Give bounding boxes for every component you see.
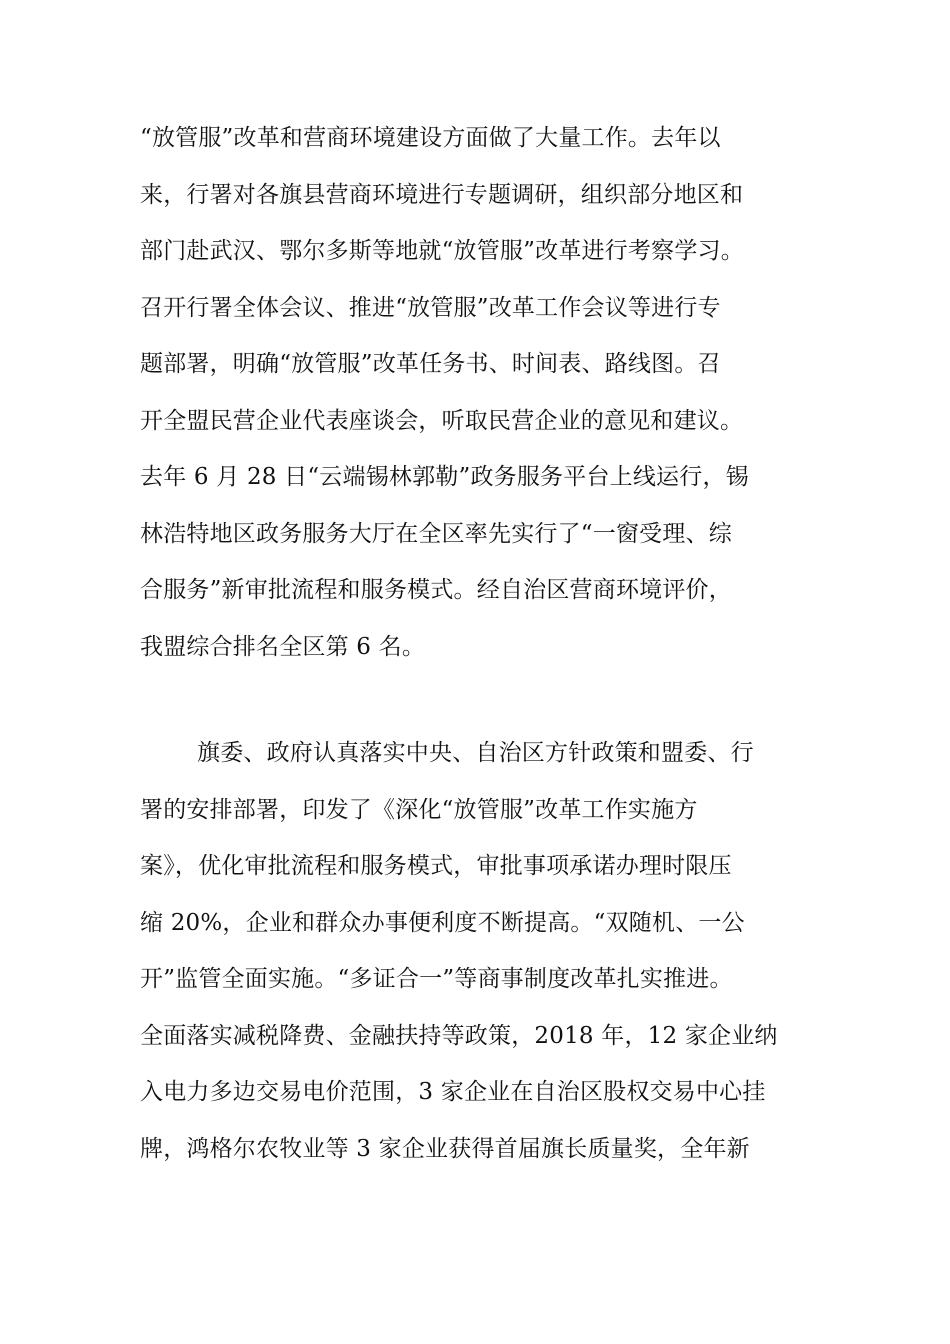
text-line: 林浩特地区政务服务大厅在全区率先实行了“一窗受理、综 xyxy=(140,520,732,547)
text-line: 署的安排部署，印发了《深化“放管服”改革工作实施方 xyxy=(140,796,698,823)
text-line: 入电力多边交易电价范围，3 家企业在自治区股权交易中心挂 xyxy=(140,1079,766,1105)
text-line: 题部署，明确“放管服”改革任务书、时间表、路线图。召 xyxy=(140,351,721,377)
text-line: 案》，优化审批流程和服务模式，审批事项承诺办理时限压 xyxy=(140,853,732,879)
text-line: 开”监管全面实施。“多证合一”等商事制度改革扎实推进。 xyxy=(140,966,733,992)
paragraph-1 xyxy=(140,110,830,675)
text-line: “放管服”改革和营商环境建设方面做了大量工作。去年以 xyxy=(140,125,721,151)
text-line: 缩 20%，企业和群众办事便利度不断提高。“双随机、一公 xyxy=(140,909,745,936)
text-line: 召开行署全体会议、推进“放管服”改革工作会议等进行专 xyxy=(140,294,721,321)
text-line: 部门赴武汉、鄂尔多斯等地就“放管服”改革进行考察学习。 xyxy=(140,238,744,264)
text-line: 我盟综合排名全区第 6 名。 xyxy=(140,633,426,660)
text-line: 开全盟民营企业代表座谈会，听取民营企业的意见和建议。 xyxy=(140,407,744,434)
text-line: 合服务”新审批流程和服务模式。经自治区营商环境评价， xyxy=(140,577,732,603)
text-line: 全面落实减税降费、金融扶持等政策，2018 年，12 家企业纳 xyxy=(140,1022,778,1049)
text-line: 去年 6 月 28 日“云端锡林郭勒”政务服务平台上线运行，锡 xyxy=(140,464,749,490)
text-line-indented: 旗委、政府认真落实中央、自治区方针政策和盟委、行 xyxy=(197,740,754,766)
text-line: 来，行署对各旗县营商环境进行专题调研，组织部分地区和 xyxy=(140,181,744,208)
text-line: 牌，鸿格尔农牧业等 3 家企业获得首届旗长质量奖，全年新 xyxy=(140,1135,750,1162)
paragraph-2 xyxy=(140,725,830,1177)
